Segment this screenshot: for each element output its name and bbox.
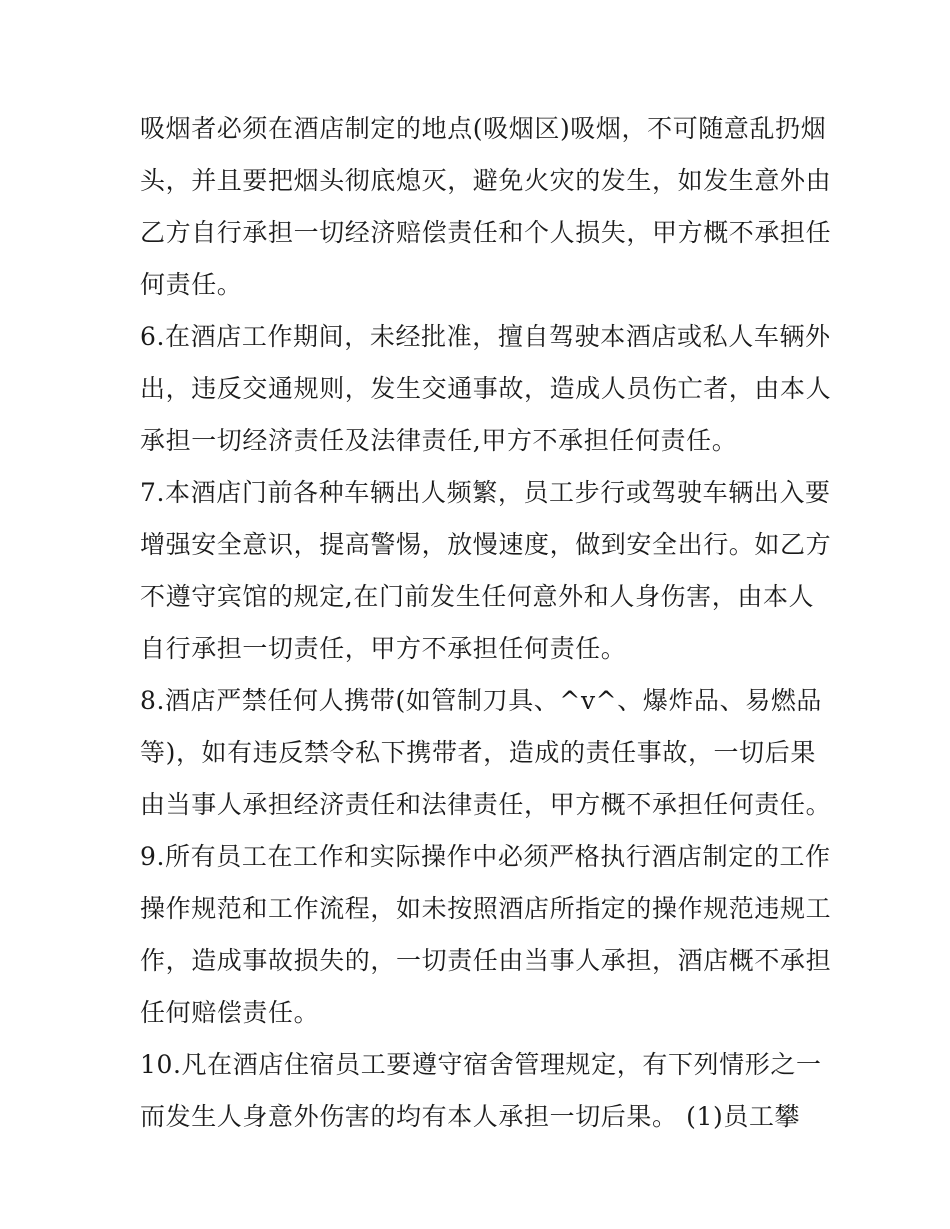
text-line: 10.凡在酒店住宿员工要遵守宿舍管理规定，有下列情形之一: [140, 1050, 822, 1079]
text-line: 8.酒店严禁任何人携带(如管制刀具、^v^、爆炸品、易燃品: [140, 686, 823, 715]
text-line: 乙方自行承担一切经济赔偿责任和个人损失，甲方概不承担任: [140, 218, 832, 247]
text-line: 出，违反交通规则，发生交通事故，造成人员伤亡者，由本人: [140, 374, 832, 403]
text-line: 增强安全意识，提高警惕，放慢速度，做到安全出行。如乙方: [140, 530, 832, 559]
text-line: 操作规范和工作流程，如未按照酒店所指定的操作规范违规工: [140, 894, 832, 923]
text-line: 头，并且要把烟头彻底熄灭，避免火灾的发生，如发生意外由: [140, 166, 832, 195]
text-line: 等)，如有违反禁令私下携带者，造成的责任事故，一切后果: [140, 738, 816, 767]
text-line: 6.在酒店工作期间，未经批准，擅自驾驶本酒店或私人车辆外: [140, 322, 831, 351]
text-line: 吸烟者必须在酒店制定的地点(吸烟区)吸烟，不可随意乱扔烟: [140, 114, 827, 143]
text-line: 承担一切经济责任及法律责任,甲方不承担任何责任。: [140, 426, 738, 455]
text-line: 不遵守宾馆的规定,在门前发生任何意外和人身伤害，由本人: [140, 582, 815, 611]
text-line: 任何赔偿责任。: [140, 998, 320, 1027]
text-line: 自行承担一切责任，甲方不承担任何责任。: [140, 634, 627, 663]
text-line: 9.所有员工在工作和实际操作中必须严格执行酒店制定的工作: [140, 842, 831, 871]
text-line: 由当事人承担经济责任和法律责任，甲方概不承担任何责任。: [140, 790, 832, 819]
text-line: 而发生人身意外伤害的均有本人承担一切后果。 (1)员工攀: [140, 1102, 801, 1131]
text-line: 作，造成事故损失的，一切责任由当事人承担，酒店概不承担: [140, 946, 832, 975]
text-line: 7.本酒店门前各种车辆出人频繁，员工步行或驾驶车辆出入要: [140, 478, 831, 507]
text-line: 何责任。: [140, 270, 243, 299]
